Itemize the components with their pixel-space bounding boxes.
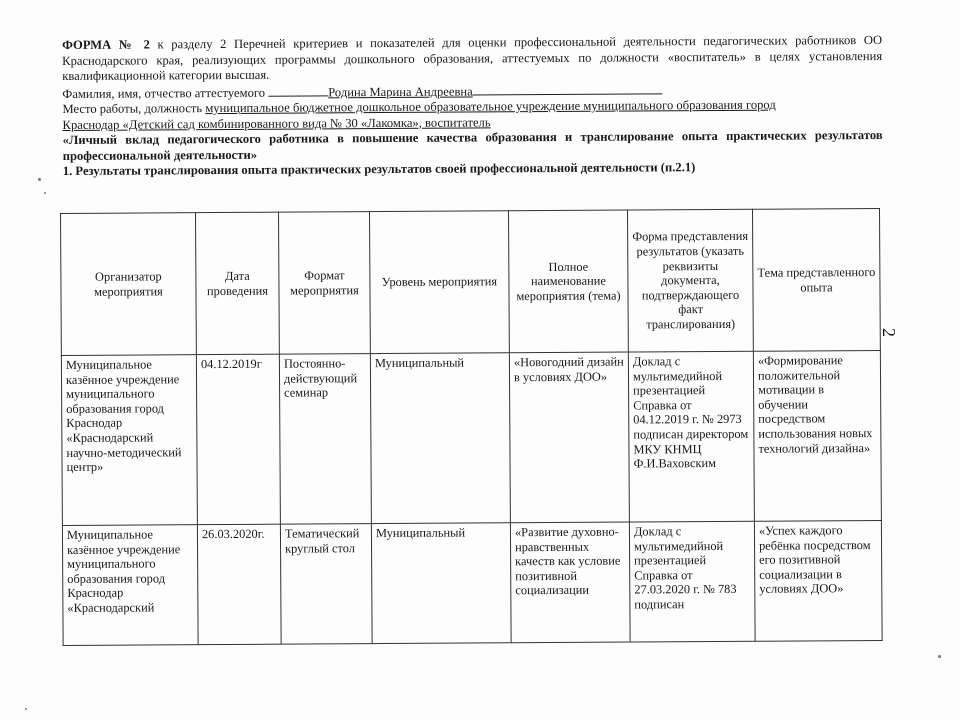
form-text: к разделу 2 Перечней критериев и показателей для оценки профессиональной деятельности педагогических работников ОО Краснодарского края, реализующих программы дошкольного образования, аттестуемых по должности «воспитатель» в целях установления квалификационной категории высшая. <box>62 32 883 83</box>
scan-speck <box>25 708 27 710</box>
name-value: Родина Марина Андреевна <box>328 83 473 99</box>
col-format: Формат мероприятия <box>278 212 370 355</box>
section-title: 1. Результаты транслирования опыта практических результатов своей профессиональной деятельности (п.2.1) <box>62 160 696 178</box>
cell-organizer: Муниципальное казённое учреждение муниципального образования город Краснодар «Краснодарский <box>62 525 198 646</box>
cell-format: Тематический круглый стол <box>280 524 372 645</box>
name-label: Фамилия, имя, отчество аттестуемого <box>62 85 266 101</box>
col-level: Уровень мероприятия <box>369 211 509 354</box>
results-table <box>60 208 883 646</box>
table-header-row <box>61 208 881 355</box>
cell-level: Муниципальный <box>371 523 511 644</box>
form-intro <box>62 33 882 85</box>
cell-topic: «Формирование положительной мотивации в обучении посредством использования новых технологий дизайна» <box>753 350 881 521</box>
workplace-value-1: муниципальное бюджетное дошкольное образовательное учреждение муниципального образования город <box>205 97 776 116</box>
page-number: 2 <box>879 328 899 337</box>
cell-date: 26.03.2020г. <box>197 524 281 645</box>
scan-speck <box>938 655 941 658</box>
workplace-value-2: Краснодар «Детский сад комбинированного вида № 30 «Лакомка», воспитатель <box>62 114 491 132</box>
col-date: Дата проведения <box>196 212 280 355</box>
col-document: Форма представления результатов (указать реквизиты документа, подтверждающего факт транслирования) <box>627 209 753 352</box>
workplace-label: Место работы, должность <box>62 101 203 116</box>
col-title: Полное наименование мероприятия (тема) <box>508 210 628 353</box>
cell-level: Муниципальный <box>370 353 510 524</box>
cell-title: «Новогодний дизайн в условиях ДОО» <box>509 352 629 523</box>
name-underline-left <box>268 83 328 96</box>
cell-document: Доклад с мультимедийной презентацией Справка от 04.12.2019 г. № 2973 подписан директором МКУ КНМЦ Ф.И.Ваховским <box>628 351 754 522</box>
cell-format: Постоянно-действующий семинар <box>279 354 371 525</box>
form-header <box>62 33 883 180</box>
cell-organizer: Муниципальное казённое учреждение муниципального образования город Краснодар «Краснодарский научно-методический центр» <box>61 355 197 526</box>
table-row <box>61 350 881 525</box>
scan-speck <box>44 192 46 194</box>
contribution-heading: «Личный вклад педагогического работника в повышение качества образования и транслирование опыта практических результатов профессиональной деятельности» <box>62 127 883 163</box>
col-organizer: Организатор мероприятия <box>61 213 197 356</box>
cell-date: 04.12.2019г <box>196 354 280 525</box>
cell-topic: «Успех каждого ребёнка посредством его позитивной социализации в условиях ДОО» <box>754 520 882 641</box>
cell-title: «Развитие духовно-нравственных качеств как условие позитивной социализации <box>510 522 630 643</box>
col-topic: Тема представленного опыта <box>752 208 880 351</box>
cell-document: Доклад с мультимедийной презентацией Справка от 27.03.2020 г. № 783 подписан <box>629 521 755 642</box>
scan-speck <box>38 178 41 181</box>
name-underline-right <box>473 81 663 95</box>
table-row <box>62 520 882 645</box>
form-label: ФОРМА № 2 <box>62 37 150 52</box>
